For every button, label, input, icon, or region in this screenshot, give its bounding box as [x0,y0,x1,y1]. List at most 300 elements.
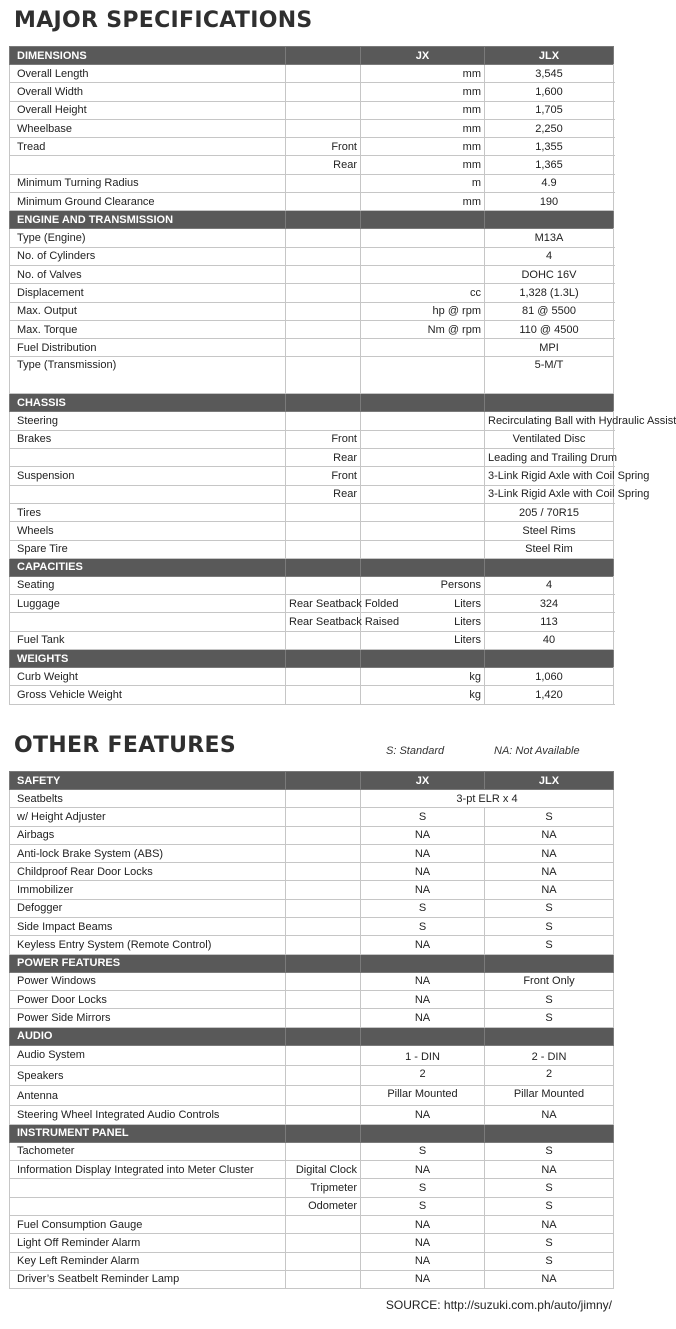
header-spacer [485,1124,614,1142]
header-spacer [361,394,485,412]
feature-value-jlx: 2 [485,1065,614,1085]
spec-value: 1,705 [485,101,614,119]
feature-value: 3-pt ELR x 4 [361,790,614,808]
spec-row [10,522,614,540]
spec-row [10,449,614,467]
other-features-table [9,771,614,1289]
spec-row [10,83,614,101]
spec-unit [361,247,485,265]
spec-sublabel [286,576,361,594]
feature-label: Defogger [10,899,286,917]
feature-value-jx: NA [361,1234,485,1252]
feature-sublabel [286,826,361,844]
feature-value-jx: NA [361,881,485,899]
feature-row [10,1252,614,1270]
feature-sublabel: Tripmeter [286,1179,361,1197]
spec-sublabel [286,284,361,302]
section-title: WEIGHTS [10,650,286,668]
spec-value-jx: 5-M/T [485,357,614,394]
spec-label: Tires [10,503,286,521]
feature-label: Keyless Entry System (Remote Control) [10,936,286,954]
spec-unit [361,449,485,467]
feature-sublabel [286,899,361,917]
spec-value: 3-Link Rigid Axle with Coil Spring [485,485,614,503]
feature-row [10,1106,614,1124]
spec-row [10,229,614,247]
feature-value-jlx: 2 - DIN [485,1045,614,1065]
spec-sublabel: Rear Seatback Raised [286,613,361,631]
feature-value-jx: S [361,808,485,826]
feature-value-jlx: S [485,1234,614,1252]
header-spacer [286,211,361,229]
spec-row [10,503,614,521]
spec-row [10,430,614,448]
spec-sublabel [286,522,361,540]
spec-value: 190 [485,193,614,211]
header-spacer [286,772,361,790]
feature-value-jlx: S [485,1252,614,1270]
feature-row [10,1142,614,1160]
feature-row [10,990,614,1008]
spec-value: 113 [485,613,614,631]
feature-label: Antenna [10,1086,286,1106]
feature-label: Seatbelts [10,790,286,808]
spec-label: Fuel Tank [10,631,286,649]
header-spacer [361,211,485,229]
feature-row [10,936,614,954]
feature-value-jlx: NA [485,1106,614,1124]
feature-label: Light Off Reminder Alarm [10,1234,286,1252]
spec-sublabel [286,247,361,265]
spec-row [10,284,614,302]
feature-value-jx: NA [361,936,485,954]
major-specifications-table [9,46,676,705]
spec-unit [361,540,485,558]
feature-sublabel [286,1215,361,1233]
feature-label: Side Impact Beams [10,918,286,936]
header-spacer [361,650,485,668]
spec-row [10,339,614,357]
column-header-jx: JX [361,772,485,790]
column-header-jx: JX [361,47,485,65]
spec-value: 205 / 70R15 [485,503,614,521]
spec-unit: mm [361,138,485,156]
spec-value-jx: Steel Rim [485,540,614,558]
spec-value: 4 [485,247,614,265]
feature-row [10,808,614,826]
feature-row [10,899,614,917]
feature-row [10,1197,614,1215]
spec-unit: Liters [361,595,485,613]
spec-value-jx: Steel Rims [485,522,614,540]
header-spacer [286,1027,361,1045]
feature-sublabel [286,863,361,881]
spec-unit: m [361,174,485,192]
header-spacer [286,47,361,65]
feature-value-jlx: S [485,1197,614,1215]
header-spacer [361,954,485,972]
section-title: SAFETY [10,772,286,790]
section-header [10,211,614,229]
feature-label: Anti-lock Brake System (ABS) [10,844,286,862]
spec-value: Leading and Trailing Drum [485,449,614,467]
feature-value-jx: NA [361,826,485,844]
spec-value: 1,420 [485,686,614,704]
spec-label: Tread [10,138,286,156]
feature-row [10,881,614,899]
feature-sublabel [286,1086,361,1106]
spec-unit: Liters [361,631,485,649]
feature-sublabel [286,790,361,808]
feature-value-jx: NA [361,1270,485,1288]
spec-sublabel: Front [286,138,361,156]
feature-sublabel [286,990,361,1008]
feature-value-jx: NA [361,1161,485,1179]
feature-value-jlx: Front Only [485,972,614,990]
spec-unit [361,503,485,521]
spec-value: 3-Link Rigid Axle with Coil Spring [485,467,614,485]
spec-value: 2,250 [485,119,614,137]
feature-sublabel [286,1045,361,1065]
feature-value-jx: NA [361,1106,485,1124]
feature-value-jx: NA [361,1252,485,1270]
spec-sublabel [286,503,361,521]
feature-sublabel [286,936,361,954]
spec-row [10,668,614,686]
feature-label: w/ Height Adjuster [10,808,286,826]
spec-label: Max. Torque [10,320,286,338]
header-spacer [361,558,485,576]
spec-label: Overall Width [10,83,286,101]
spec-value: 4.9 [485,174,614,192]
spec-label: Curb Weight [10,668,286,686]
header-spacer [485,211,614,229]
spec-row [10,119,614,137]
spec-row [10,412,614,430]
spec-row [10,485,614,503]
header-spacer [286,558,361,576]
spec-sublabel [286,631,361,649]
feature-sublabel [286,1234,361,1252]
feature-sublabel [286,881,361,899]
header-spacer [286,650,361,668]
feature-value-jx: NA [361,990,485,1008]
spec-label: Spare Tire [10,540,286,558]
spec-label [10,449,286,467]
header-spacer [485,1027,614,1045]
spec-sublabel [286,119,361,137]
spec-value: 4 [485,576,614,594]
feature-sublabel [286,1009,361,1027]
spec-sublabel: Rear [286,156,361,174]
spec-unit: cc [361,284,485,302]
feature-label: Steering Wheel Integrated Audio Controls [10,1106,286,1124]
feature-label: Power Side Mirrors [10,1009,286,1027]
feature-label: Immobilizer [10,881,286,899]
spec-label: Overall Length [10,65,286,83]
header-spacer [361,1124,485,1142]
spec-label: Seating [10,576,286,594]
spec-value: 3,545 [485,65,614,83]
feature-row [10,1065,614,1085]
spec-row [10,302,614,320]
feature-row [10,1009,614,1027]
feature-row [10,1045,614,1065]
spec-sublabel: Front [286,430,361,448]
spec-sublabel [286,412,361,430]
section-header [10,558,614,576]
spec-label: Wheels [10,522,286,540]
feature-value-jlx: S [485,918,614,936]
section-title: DIMENSIONS [10,47,286,65]
spec-unit [361,357,485,394]
feature-row [10,1179,614,1197]
spec-sublabel [286,339,361,357]
feature-value-jx: NA [361,972,485,990]
section-header [10,394,614,412]
spec-value: MPI [485,339,614,357]
spec-unit: kg [361,686,485,704]
feature-label: Speakers [10,1065,286,1085]
feature-sublabel [286,1065,361,1085]
spec-unit [361,485,485,503]
spec-row [10,101,614,119]
spec-row [10,247,614,265]
spec-unit [361,430,485,448]
feature-row [10,826,614,844]
column-header-jlx: JLX [485,772,614,790]
feature-value-jlx: S [485,990,614,1008]
spec-label [10,156,286,174]
feature-value-jlx: S [485,1009,614,1027]
spec-sublabel [286,302,361,320]
spec-unit [361,467,485,485]
spec-value: 40 [485,631,614,649]
feature-value-jx: NA [361,844,485,862]
spec-value: Ventilated Disc [485,430,614,448]
section-title: INSTRUMENT PANEL [10,1124,286,1142]
feature-sublabel [286,972,361,990]
column-header-jlx: JLX [485,47,614,65]
spec-row [10,540,614,558]
spec-label [10,613,286,631]
spec-sublabel [286,668,361,686]
spec-value: 110 @ 4500 [485,320,614,338]
spec-value: 1,328 (1.3L) [485,284,614,302]
feature-row [10,918,614,936]
spec-sublabel: Rear [286,449,361,467]
spec-value: 1,365 [485,156,614,174]
legend-standard: S: Standard [386,745,445,757]
feature-sublabel [286,1270,361,1288]
spec-unit: Persons [361,576,485,594]
spec-sublabel [286,320,361,338]
spec-value: Recirculating Ball with Hydraulic Assist [485,412,614,430]
spec-row [10,686,614,704]
spec-unit [361,229,485,247]
spec-unit: mm [361,156,485,174]
feature-label: Key Left Reminder Alarm [10,1252,286,1270]
section-title: ENGINE AND TRANSMISSION [10,211,286,229]
spec-unit [361,339,485,357]
spec-label: Type (Engine) [10,229,286,247]
section-title: POWER FEATURES [10,954,286,972]
header-spacer [286,1124,361,1142]
spec-row [10,174,614,192]
feature-value-jx: S [361,1197,485,1215]
spec-value: M13A [485,229,614,247]
feature-row [10,1234,614,1252]
spec-label: Suspension [10,467,286,485]
feature-value-jlx: S [485,1142,614,1160]
spec-sublabel [286,229,361,247]
spec-label [10,485,286,503]
feature-value-jlx: NA [485,1161,614,1179]
section-title: AUDIO [10,1027,286,1045]
spec-unit: hp @ rpm [361,302,485,320]
spec-row [10,631,614,649]
feature-sublabel [286,1106,361,1124]
feature-row [10,1086,614,1106]
section-header [10,650,614,668]
feature-value-jlx: S [485,936,614,954]
feature-label: Tachometer [10,1142,286,1160]
spec-unit: mm [361,119,485,137]
spec-label: Gross Vehicle Weight [10,686,286,704]
feature-value-jx: S [361,1179,485,1197]
feature-row [10,972,614,990]
feature-sublabel [286,844,361,862]
header-spacer [361,1027,485,1045]
spec-row [10,65,614,83]
feature-value-jlx: NA [485,826,614,844]
spec-label: Type (Transmission) [10,357,286,394]
feature-label: Fuel Consumption Gauge [10,1215,286,1233]
spec-sublabel [286,357,361,394]
feature-value-jlx: NA [485,881,614,899]
feature-value-jlx: S [485,899,614,917]
feature-row [10,790,614,808]
spec-unit: mm [361,101,485,119]
spec-sublabel [286,686,361,704]
feature-value-jx: 2 [361,1065,485,1085]
feature-value-jlx: S [485,1179,614,1197]
spec-label: Displacement [10,284,286,302]
feature-sublabel [286,1252,361,1270]
feature-value-jx: 1 - DIN [361,1045,485,1065]
feature-sublabel [286,808,361,826]
spec-row [10,613,614,631]
spec-sublabel [286,65,361,83]
feature-label: Airbags [10,826,286,844]
spec-row [10,156,614,174]
spec-value: 81 @ 5500 [485,302,614,320]
spec-label: No. of Cylinders [10,247,286,265]
spec-label: No. of Valves [10,265,286,283]
feature-value-jx: NA [361,1215,485,1233]
feature-value-jlx: NA [485,844,614,862]
feature-value-jx: Pillar Mounted [361,1086,485,1106]
spec-sublabel: Front [286,467,361,485]
spec-sublabel: Rear [286,485,361,503]
spec-value-jx: 1,060 [485,668,614,686]
feature-row [10,1161,614,1179]
feature-label: Audio System [10,1045,286,1065]
legend-not-available: NA: Not Available [494,745,580,757]
spec-unit: Nm @ rpm [361,320,485,338]
spec-sublabel [286,540,361,558]
spec-row [10,357,614,394]
spec-label: Luggage [10,595,286,613]
feature-value-jlx: NA [485,863,614,881]
feature-value-jx: NA [361,1009,485,1027]
feature-label [10,1197,286,1215]
feature-sublabel [286,918,361,936]
spec-unit [361,522,485,540]
spec-row [10,467,614,485]
spec-sublabel: Rear Seatback Folded [286,595,361,613]
spec-sublabel [286,83,361,101]
feature-label: Childproof Rear Door Locks [10,863,286,881]
header-spacer [485,558,614,576]
spec-row [10,193,614,211]
spec-row [10,320,614,338]
feature-value-jx: S [361,918,485,936]
feature-value-jx: S [361,899,485,917]
header-spacer [485,394,614,412]
feature-sublabel: Digital Clock [286,1161,361,1179]
feature-label: Driver’s Seatbelt Reminder Lamp [10,1270,286,1288]
spec-row [10,576,614,594]
spec-unit: Liters [361,613,485,631]
spec-label: Steering [10,412,286,430]
section-header [10,1124,614,1142]
feature-label [10,1179,286,1197]
feature-value-jlx: S [485,808,614,826]
feature-value-jx: NA [361,863,485,881]
spec-sublabel [286,193,361,211]
feature-value-jx: S [361,1142,485,1160]
section-header [10,954,614,972]
spec-unit [361,412,485,430]
spec-label: Fuel Distribution [10,339,286,357]
spec-value: 1,600 [485,83,614,101]
section-header [10,47,614,65]
header-spacer [485,954,614,972]
major-specifications-title: MAJOR SPECIFICATIONS [14,8,313,33]
spec-row [10,138,614,156]
feature-sublabel: Odometer [286,1197,361,1215]
spec-label: Minimum Ground Clearance [10,193,286,211]
spec-unit [361,265,485,283]
feature-value-jlx: NA [485,1215,614,1233]
spec-label: Max. Output [10,302,286,320]
feature-value-jlx: NA [485,1270,614,1288]
spec-unit: mm [361,193,485,211]
spec-unit: kg [361,668,485,686]
feature-row [10,863,614,881]
section-header [10,772,614,790]
spec-unit: mm [361,65,485,83]
spec-row [10,265,614,283]
feature-row [10,844,614,862]
spec-sublabel [286,174,361,192]
spec-label: Minimum Turning Radius [10,174,286,192]
feature-sublabel [286,1142,361,1160]
spec-label: Brakes [10,430,286,448]
feature-label: Power Windows [10,972,286,990]
header-spacer [286,394,361,412]
